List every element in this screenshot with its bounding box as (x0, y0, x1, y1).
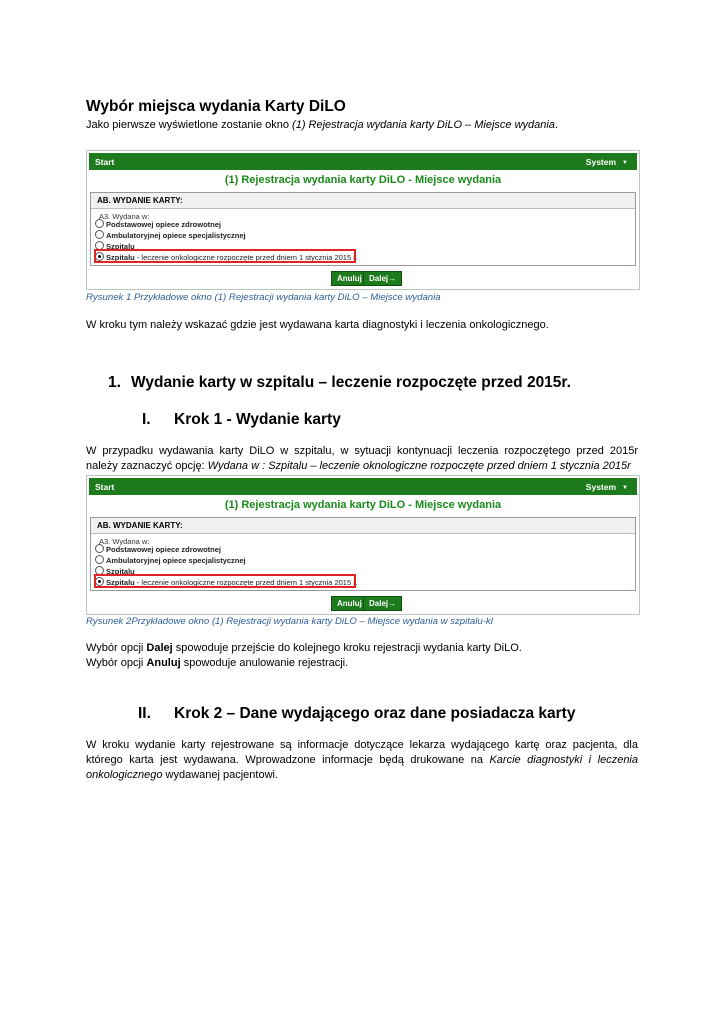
highlight-box (94, 249, 356, 263)
menu-bar (89, 153, 637, 170)
step-title: Krok 2 – Dane wydającego oraz dane posiadacza karty (174, 705, 576, 722)
highlight-box (94, 574, 356, 588)
step-paragraph: W kroku tym należy wskazać gdzie jest wydawana karta diagnostyki i leczenia onkologicznego. (86, 319, 549, 331)
chevron-down-icon: ▼ (622, 485, 628, 491)
step-title: Krok 1 - Wydanie karty (174, 411, 341, 428)
radio-icon (95, 230, 104, 239)
radio-icon (95, 219, 104, 228)
next-button[interactable]: Dalej→ (363, 596, 402, 611)
figure-caption-2: Rysunek 2Przykładowe okno (1) Rejestracji wydania karty DiLO – Miejsce wydania w szpitalu-kl (86, 616, 493, 627)
case-paragraph-line1: W przypadku wydawania karty DiLO w szpitalu, w sytuacji kontynuacji leczenia rozpoczętego przed 2015r (86, 445, 638, 457)
radio-option-szpital[interactable]: Szpitalu (95, 566, 135, 576)
menu-bar (89, 478, 637, 495)
chevron-down-icon: ▼ (622, 160, 628, 166)
radio-option-poz[interactable]: Podstawowej opiece zdrowotnej (95, 544, 221, 554)
radio-option-szpital-kl[interactable]: Szpitalu - leczenie onkologiczne rozpoczęte przed dniem 1 stycznia 2015 r. (95, 252, 357, 262)
final-paragraph-line1: W kroku wydanie karty rejestrowane są informacje dotyczące lekarza wydającego kartę oraz pacjenta, dla (86, 739, 638, 751)
radio-option-szpital-kl[interactable]: Szpitalu - leczenie onkologiczne rozpoczęte przed dniem 1 stycznia 2015 r. (95, 577, 357, 587)
radio-option-aos[interactable]: Ambulatoryjnej opiece specjalistycznej (95, 555, 246, 565)
intro-paragraph: Jako pierwsze wyświetlone zostanie okno (1) Rejestracja wydania karty DiLO – Miejsce wydania. (86, 119, 558, 131)
page-title: Wybór miejsca wydania Karty DiLO (86, 98, 346, 115)
cancel-button[interactable]: Anuluj (331, 596, 368, 611)
question-label: A3. Wydana w: (99, 537, 150, 546)
section-header: AB. WYDANIE KARTY: (91, 518, 635, 534)
question-label: A3. Wydana w: (99, 212, 150, 221)
form-title: (1) Rejestracja wydania karty DiLO - Miejsce wydania (224, 499, 502, 511)
section-number: 1. (108, 374, 121, 391)
form-title: (1) Rejestracja wydania karty DiLO - Miejsce wydania (224, 174, 502, 186)
menu-system[interactable]: System ▼ (585, 482, 628, 492)
section-header: AB. WYDANIE KARTY: (91, 193, 635, 209)
case-paragraph-line2: należy zaznaczyć opcję: Wydana w : Szpitalu – leczenie oknologiczne rozpoczęte przed dniem 1 stycznia 2015r (86, 460, 631, 472)
menu-start[interactable]: Start (95, 157, 115, 167)
radio-option-aos[interactable]: Ambulatoryjnej opiece specjalistycznej (95, 230, 246, 240)
step-number: I. (142, 411, 151, 428)
next-button[interactable]: Dalej→ (363, 271, 402, 286)
screenshot-2 (86, 475, 640, 615)
final-paragraph-line3: onkologicznego wydawanej pacjentowi. (86, 769, 279, 781)
cancel-button[interactable]: Anuluj (331, 271, 368, 286)
figure-caption-1: Rysunek 1 Przykładowe okno (1) Rejestracji wydania karty DiLO – Miejsce wydania (86, 292, 441, 303)
screenshot-1 (86, 150, 640, 290)
anuluj-paragraph: Wybór opcji Anuluj spowoduje anulowanie rejestracji. (86, 657, 349, 669)
radio-option-szpital[interactable]: Szpitalu (95, 241, 135, 251)
menu-start[interactable]: Start (95, 482, 115, 492)
dalej-paragraph: Wybór opcji Dalej spowoduje przejście do kolejnego kroku rejestracji wydania karty DiLO. (86, 642, 522, 654)
menu-system[interactable]: System ▼ (585, 157, 628, 167)
step-number: II. (138, 705, 151, 722)
final-paragraph-line2: którego karta jest wydawana. Wprowadzone informacje będą drukowane na Karcie diagnostyki i leczenia (86, 754, 638, 766)
radio-icon (95, 555, 104, 564)
section-title: Wydanie karty w szpitalu – leczenie rozpoczęte przed 2015r. (131, 374, 571, 391)
radio-option-poz[interactable]: Podstawowej opiece zdrowotnej (95, 219, 221, 229)
radio-icon (95, 544, 104, 553)
